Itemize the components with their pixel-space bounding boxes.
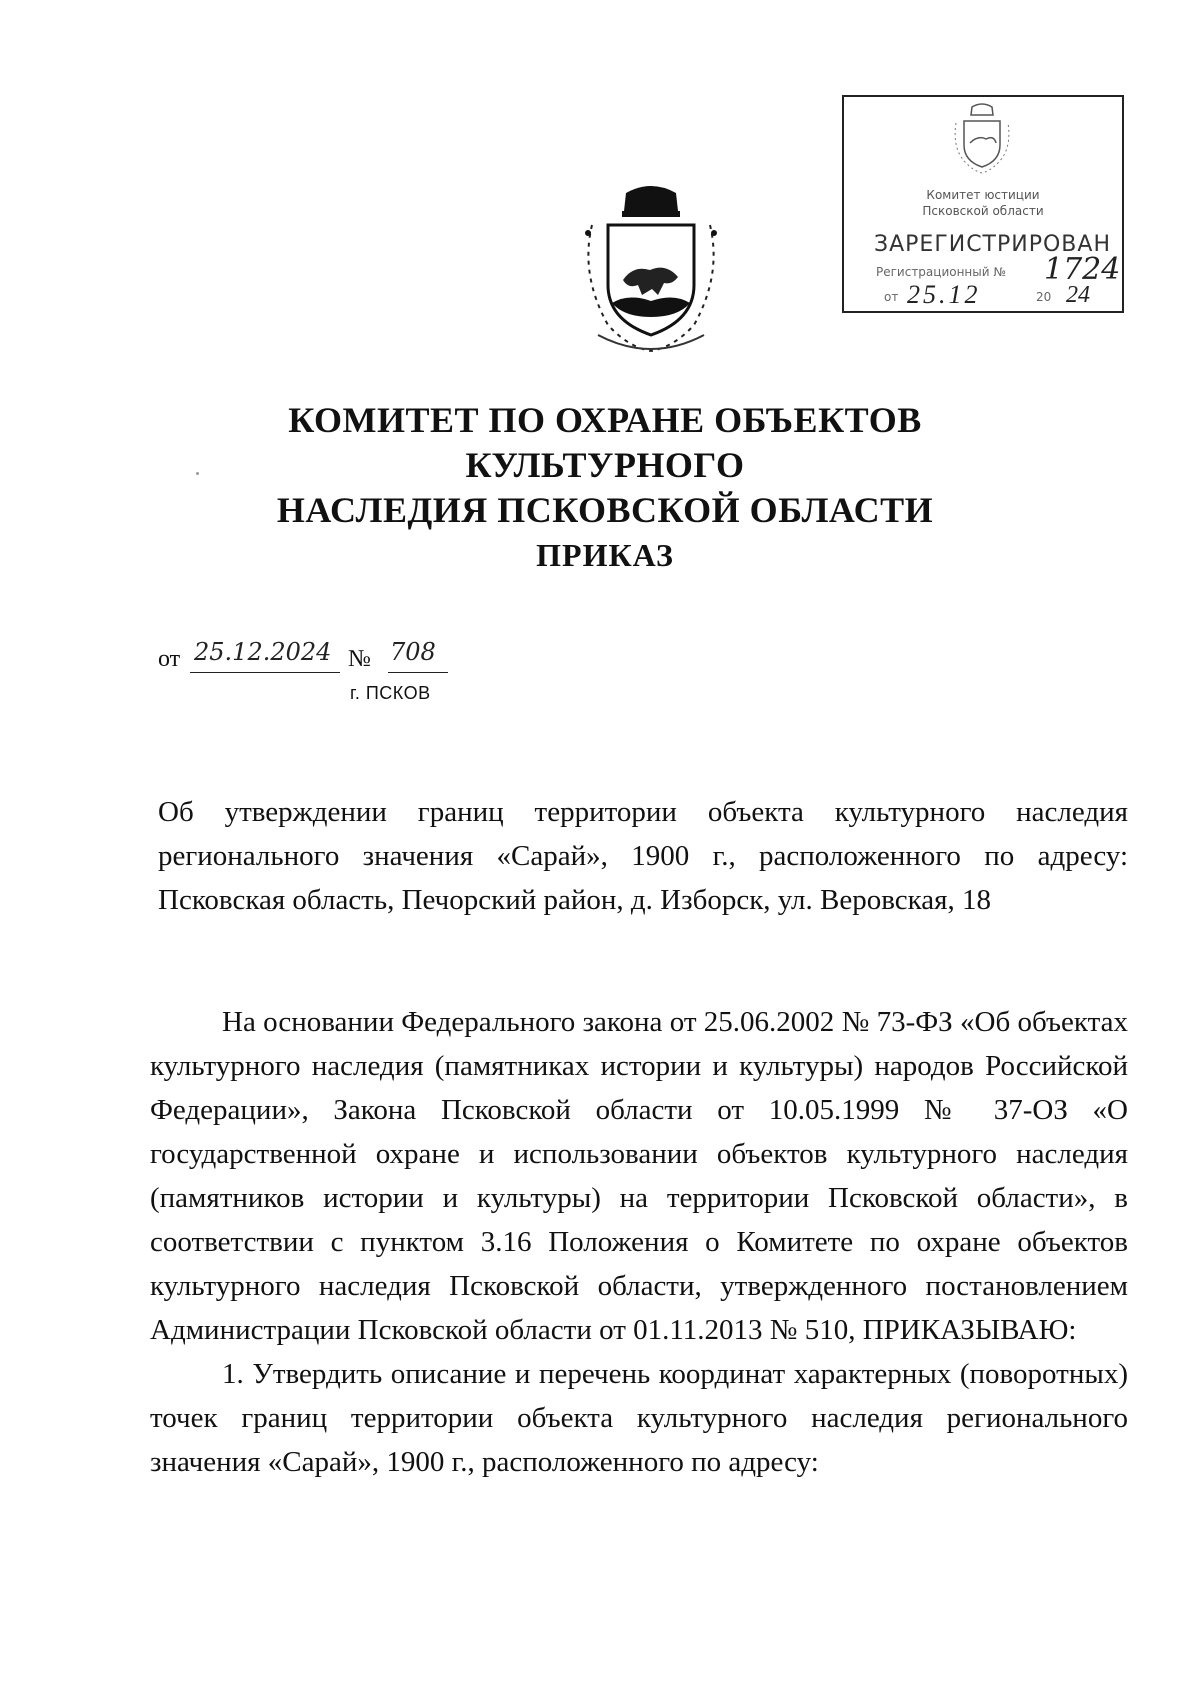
- preamble-paragraph: На основании Федерального закона от 25.06.2002 № 73-ФЗ «Об объектах культурного наследия (памятниках истории и культуры) народов Российской Федерации», Закона Псковской области от 10.05.1999 № 37-ОЗ «О государственной охране и использовании объектов культурного наследия (памятников истории и культуры) на территории Псковской области», в соответствии с пунктом 3.16 Положения о Комитете по охране объектов культурного наследия Псковской области, утвержденного постановлением Администрации Псковской области от 01.11.2013 № 510, ПРИКАЗЫВАЮ:: [150, 1006, 1128, 1346]
- order-date: 25.12.2024: [194, 638, 332, 666]
- stamp-status: ЗАРЕГИСТРИРОВАН: [874, 232, 1111, 257]
- stamp-org-line2: Псковской области: [922, 204, 1044, 218]
- stamp-date-label: от: [884, 290, 899, 304]
- city: г. ПСКОВ: [350, 683, 431, 703]
- date-underline: [190, 672, 340, 673]
- order-body: [150, 1000, 1128, 1484]
- stamp-year-label: 20: [1036, 290, 1052, 304]
- number-sign: №: [348, 646, 371, 672]
- stamp-org-line1: Комитет юстиции: [926, 188, 1040, 202]
- organization-title: [150, 398, 1060, 533]
- stamp-reg-number: 1724: [1044, 252, 1121, 287]
- stamp-coat-of-arms-icon: [952, 103, 1012, 175]
- date-prefix: от: [158, 646, 181, 672]
- document-type: ПРИКАЗ: [536, 537, 674, 573]
- coat-of-arms-icon: [578, 185, 724, 360]
- order-number: 708: [390, 638, 436, 666]
- org-title-line2: НАСЛЕДИЯ ПСКОВСКОЙ ОБЛАСТИ: [276, 490, 934, 530]
- stamp-date: 25.12: [907, 280, 981, 309]
- stamp-reg-label: Регистрационный №: [876, 265, 1006, 279]
- order-subject: Об утверждении границ территории объекта культурного наследия регионального значения «Сарай», 1900 г., расположенного по адресу: Псковская область, Печорский район, д. Изборск, ул. Веровская, 18: [158, 796, 1128, 916]
- stamp-year: 24: [1066, 282, 1090, 308]
- order-date-number: [158, 638, 658, 674]
- number-underline: [388, 672, 448, 673]
- org-title-line1: КОМИТЕТ ПО ОХРАНЕ ОБЪЕКТОВ КУЛЬТУРНОГО: [288, 400, 922, 485]
- registration-stamp: [842, 95, 1124, 313]
- item-1-paragraph: 1. Утвердить описание и перечень координат характерных (поворотных) точек границ территории объекта культурного наследия регионального значения «Сарай», 1900 г., расположенного по адресу:: [150, 1358, 1128, 1478]
